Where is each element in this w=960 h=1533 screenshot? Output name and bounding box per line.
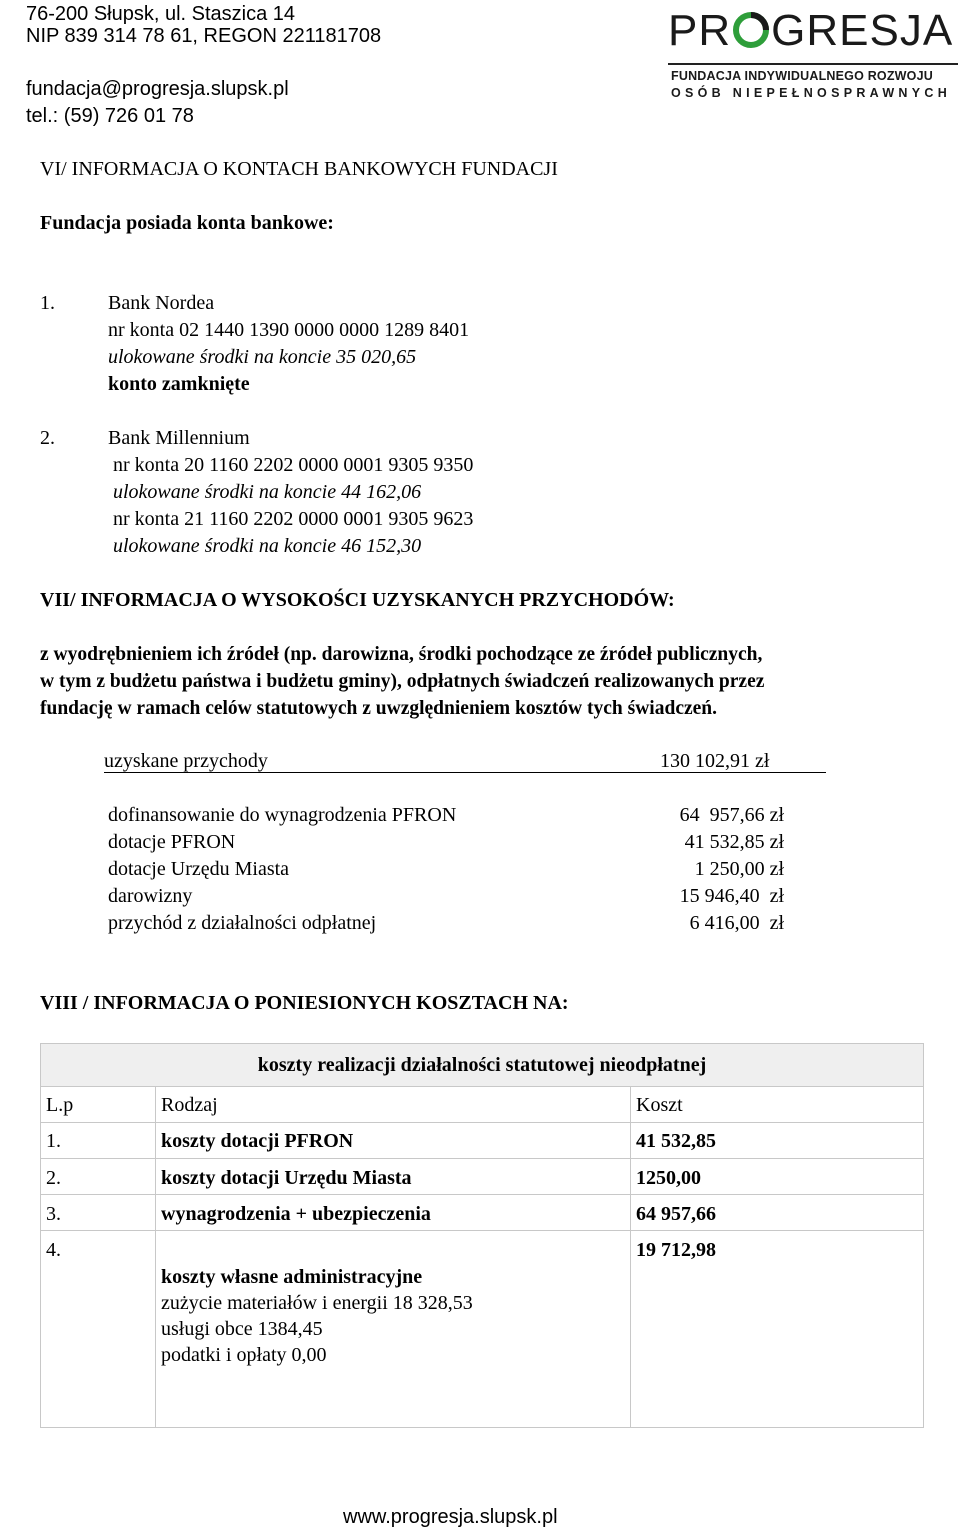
bank2-number: 2.: [40, 427, 55, 449]
bank1-status: konto zamknięte: [108, 373, 250, 395]
col-header-kind: Rodzaj: [156, 1087, 631, 1123]
bank2-name: Bank Millennium: [108, 427, 250, 449]
row-kind: koszty dotacji PFRON: [156, 1123, 631, 1159]
income-item: [108, 910, 784, 937]
total-income-row: [104, 748, 826, 773]
bank2-funds-2: ulokowane środki na koncie 46 152,30: [113, 535, 422, 557]
header-ids: NIP 839 314 78 61, REGON 221181708: [26, 25, 382, 47]
bank1-funds: ulokowane środki na koncie 35 020,65: [108, 346, 417, 368]
income-item: [108, 883, 784, 910]
section6-intro: Fundacja posiada konta bankowe:: [40, 212, 334, 234]
row-sub-item: podatki i opłaty 0,00: [161, 1344, 327, 1366]
income-item: [108, 802, 784, 829]
row-cost: 1250,00: [631, 1159, 924, 1195]
row-cost: 41 532,85: [631, 1123, 924, 1159]
section7-title: VII/ INFORMACJA O WYSOKOŚCI UZYSKANYCH PRZYCHODÓW:: [40, 589, 675, 611]
table-row: [41, 1123, 924, 1159]
section6-title: VI/ INFORMACJA O KONTACH BANKOWYCH FUNDACJI: [40, 158, 558, 180]
row-lp: 3.: [41, 1195, 156, 1231]
section7-paragraph: [40, 641, 926, 722]
total-income-value: 130 102,91 zł: [660, 750, 770, 772]
footer-website: www.progresja.slupsk.pl: [343, 1506, 558, 1528]
income-item-value: 41 532,85 zł: [684, 831, 784, 853]
paragraph-line-2: w tym z budżetu państwa i budżetu gminy), odpłatnych świadczeń realizowanych przez: [40, 671, 765, 692]
income-item-value: 15 946,40 zł: [679, 885, 784, 907]
row-kind-cell: [156, 1231, 631, 1428]
row-cost: 64 957,66: [631, 1195, 924, 1231]
income-item: [108, 829, 784, 856]
table-row: [41, 1195, 924, 1231]
income-item-label: dotacje PFRON: [108, 831, 236, 853]
table-title: koszty realizacji działalności statutowej nieodpłatnej: [41, 1044, 924, 1087]
row-sub-item: usługi obce 1384,45: [161, 1318, 323, 1340]
income-item-label: dofinansowanie do wynagrodzenia PFRON: [108, 804, 457, 826]
section8-title: VIII / INFORMACJA O PONIESIONYCH KOSZTACH NA:: [40, 992, 569, 1014]
header-email: fundacja@progresja.slupsk.pl: [26, 78, 289, 100]
table-row: [41, 1159, 924, 1195]
bank2-funds-1: ulokowane środki na koncie 44 162,06: [113, 481, 422, 503]
row-lp: 2.: [41, 1159, 156, 1195]
header-phone: tel.: (59) 726 01 78: [26, 105, 194, 127]
paragraph-line-1: z wyodrębnieniem ich źródeł (np. darowizna, środki pochodzące ze źródeł publicznych,: [40, 644, 763, 665]
table-title-row: [41, 1044, 924, 1087]
header-address: 76-200 Słupsk, ul. Staszica 14: [26, 3, 296, 25]
income-item-label: dotacje Urzędu Miasta: [108, 858, 290, 880]
bank1-number: 1.: [40, 292, 55, 314]
row-sub-item: zużycie materiałów i energii 18 328,53: [161, 1292, 473, 1314]
row-kind: koszty własne administracyjne: [161, 1266, 423, 1288]
row-lp: 1.: [41, 1123, 156, 1159]
income-item: [108, 856, 784, 883]
bank2-account-2: nr konta 21 1160 2202 0000 0001 9305 9623: [113, 508, 474, 530]
logo-tagline-1: FUNDACJA INDYWIDUALNEGO ROZWOJU: [671, 69, 933, 83]
income-item-value: 6 416,00 zł: [689, 912, 784, 934]
logo-wordmark: PR GRESJA: [668, 6, 954, 55]
table-row: [41, 1231, 924, 1428]
table-header-row: [41, 1087, 924, 1123]
col-header-lp: L.p: [41, 1087, 156, 1123]
income-item-value: 64 957,66 zł: [679, 804, 784, 826]
row-lp: 4.: [41, 1231, 156, 1428]
total-income-label: uzyskane przychody: [104, 750, 268, 772]
row-kind: koszty dotacji Urzędu Miasta: [156, 1159, 631, 1195]
header-rule: [668, 63, 958, 65]
row-kind: wynagrodzenia + ubezpieczenia: [156, 1195, 631, 1231]
row-cost: 19 712,98: [631, 1231, 924, 1428]
bank2-account-1: nr konta 20 1160 2202 0000 0001 9305 9350: [113, 454, 474, 476]
income-item-label: przychód z działalności odpłatnej: [108, 912, 377, 934]
col-header-cost: Koszt: [631, 1087, 924, 1123]
bank1-name: Bank Nordea: [108, 292, 215, 314]
logo-tagline-2: OSÓB NIEPEŁNOSPRAWNYCH: [671, 86, 952, 100]
paragraph-line-3: fundację w ramach celów statutowych z uwzględnieniem kosztów tych świadczeń.: [40, 698, 718, 719]
income-item-label: darowizny: [108, 885, 193, 907]
logo-o-icon: [732, 10, 770, 48]
bank1-account: nr konta 02 1440 1390 0000 0000 1289 8401: [108, 319, 470, 341]
costs-table: [40, 1043, 924, 1428]
income-item-value: 1 250,00 zł: [694, 858, 784, 880]
